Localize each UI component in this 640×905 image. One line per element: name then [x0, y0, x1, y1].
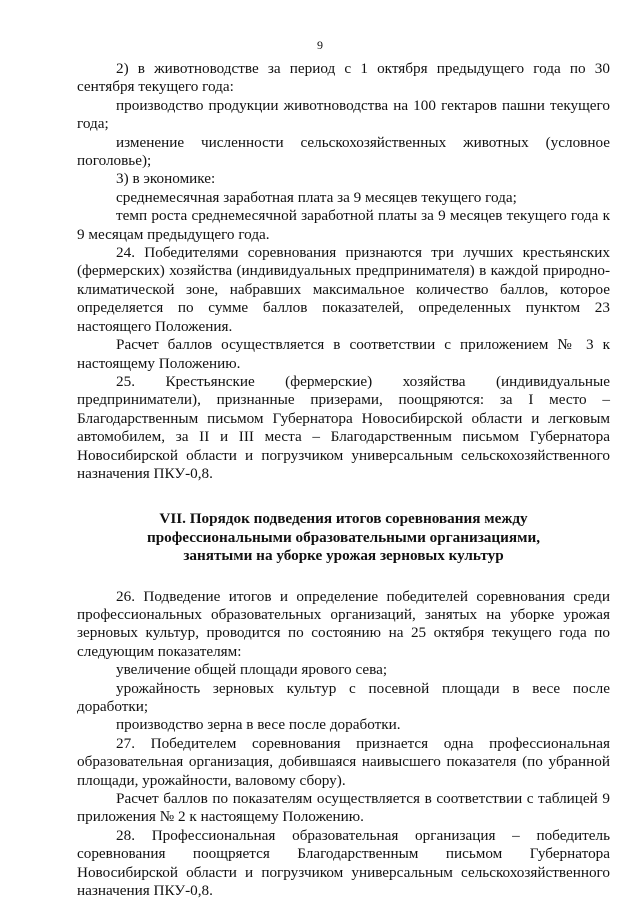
section-heading-line: профессиональными образовательными организациями, [146, 528, 541, 546]
paragraph-27-score-calc: Расчет баллов по показателям осуществляется в соответствии с таблицей 9 приложения № 2 к настоящему Положению. [77, 790, 610, 826]
paragraph-25-awards: 25. Крестьянские (фермерские) хозяйства (индивидуальные предприниматели), признанные призерами, поощряются: за I место – Благодарственным письмом Губернатора Новосибирской области и легковым автомобилем, за II и III места – Благодарственным письмом Губернатора Новосибирской области и погрузчиком универсальным сельскохозяйственного назначения ПКУ-0,8. [77, 372, 610, 482]
paragraph-27-winner: 27. Победителем соревнования признается одна профессиональная образовательная организация, добившаяся наивысшего показателя (по убранной площади, урожайности, валовому сбору). [77, 734, 610, 789]
paragraph-livestock-period: 2) в животноводстве за период с 1 октября предыдущего года по 30 сентября текущего года: [77, 60, 610, 96]
paragraph-average-salary: среднемесячная заработная плата за 9 месяцев текущего года; [116, 188, 517, 206]
section-heading-vii [77, 510, 610, 565]
paragraph-salary-growth: темп роста среднемесячной заработной платы за 9 месяцев текущего года к 9 месяцам предыдущего года. [77, 207, 610, 243]
paragraph-24-score-calc: Расчет баллов осуществляется в соответствии с приложением № 3 к настоящему Положению. [77, 336, 610, 372]
section-heading-line: занятыми на уборке урожая зерновых культур [183, 547, 504, 565]
paragraph-grain-production: производство зерна в весе после доработки. [116, 716, 401, 734]
paragraph-26-results: 26. Подведение итогов и определение победителей соревнования среди профессиональных образовательных организаций, занятых на уборке урожая зерновых культур, проводится по состоянию на 25 октября текущего года по следующим показателям: [77, 587, 610, 660]
paragraph-grain-yield: урожайность зерновых культур с посевной площади в весе после доработки; [77, 679, 610, 715]
paragraph-economy: 3) в экономике: [116, 170, 216, 188]
page-number: 9 [317, 38, 323, 52]
section-heading-line: VII. Порядок подведения итогов соревнования между [159, 510, 528, 528]
paragraph-livestock-production: производство продукции животноводства на 100 гектаров пашни текущего года; [77, 96, 610, 133]
document-body [77, 60, 610, 900]
paragraph-livestock-count: изменение численности сельскохозяйственных животных (условное поголовье); [77, 133, 610, 170]
paragraph-28-award: 28. Профессиональная образовательная организация – победитель соревнования поощряется Благодарственным письмом Губернатора Новосибирской области и погрузчиком универсальным сельскохозяйственного назначения ПКУ-0,8. [77, 826, 610, 900]
paragraph-sowing-area: увеличение общей площади ярового сева; [116, 661, 388, 679]
paragraph-24-winners: 24. Победителями соревнования признаются три лучших крестьянских (фермерских) хозяйства (индивидуальных предпринимателя) в каждой природно-климатической зоне, набравших максимальное количество баллов, которое определяется по сумме баллов показателей, определенных пунктом 23 настоящего Положения. [77, 244, 610, 335]
